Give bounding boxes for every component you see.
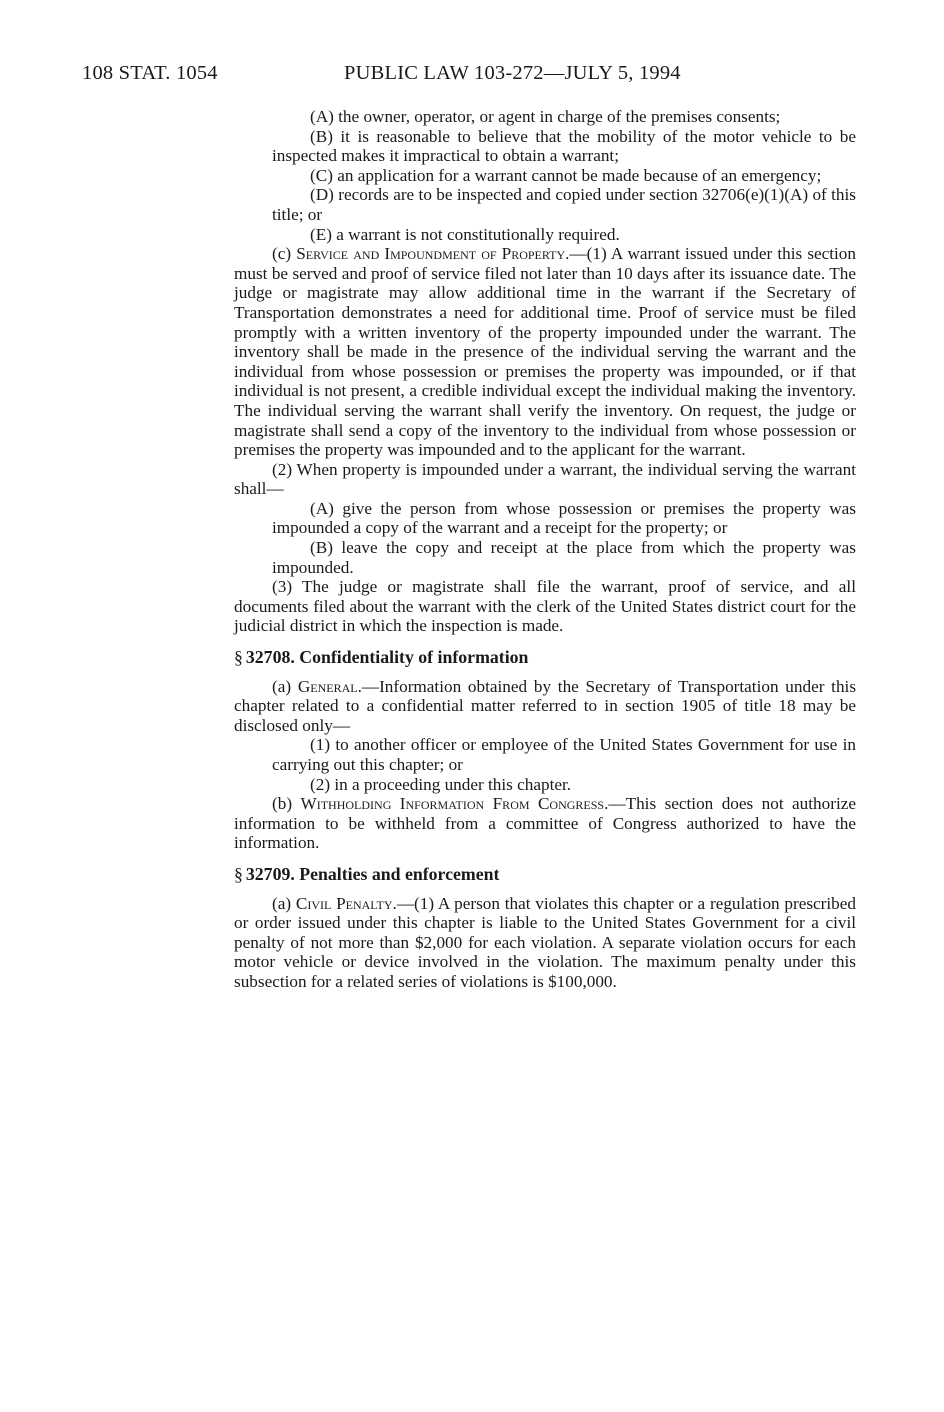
statute-citation: 108 STAT. 1054 <box>82 62 218 84</box>
subsection-32709-a-prefix: (a) <box>272 893 296 913</box>
subsection-32708-b-prefix: (b) <box>272 794 301 814</box>
page-header <box>82 62 862 92</box>
subsection-32707-c-text: .—(1) A warrant issued under this section must be served and proof of service filed not later than 10 days after its issuance date. The judge or magistrate may allow additional time in the warrant if the Secretary of Transportation demonstrates a need for additional time. Proof of service must be filed promptly with a written inventory of the property impounded under the warrant. The inventory shall be made in the presence of the individual serving the warrant and the individual from whose possession or premises the property was impounded, or if that individual is not present, a credible individual except the individual making the inventory. The individual serving the warrant shall verify the inventory. On request, the judge or magistrate shall send a copy of the inventory to the individual from whose possession or premises the property was impounded and to the applicant for the warrant. <box>234 244 856 460</box>
paragraph-32707-b-C: (C) an application for a warrant cannot be made because of an emergency; <box>310 165 822 185</box>
paragraph-32707-b-B: (B) it is reasonable to believe that the mobility of the motor vehicle to be inspected makes it impractical to obtain a warrant; <box>272 126 856 166</box>
subsection-32708-a-prefix: (a) <box>272 676 298 696</box>
subsection-32708-b-text: .—This section does not authorize information to be withheld from a committee of Congress authorized to have the information. <box>234 794 856 853</box>
subsection-32708-a-heading: General <box>297 676 358 696</box>
section-symbol: § <box>234 647 243 668</box>
paragraph-32708-a-1: (1) to another officer or employee of the United States Government for use in carrying out this chapter; or <box>272 735 856 774</box>
subsection-32708-a-text: .—Information obtained by the Secretary of Transportation under this chapter related to a confidential matter referred to in section 1905 of title 18 may be disclosed only— <box>234 676 857 735</box>
subsection-32709-a-heading: Civil Penalty <box>295 893 393 913</box>
subsection-32709-a <box>234 894 856 992</box>
subsection-32708-a <box>234 677 856 736</box>
paragraph-32707-b-A: (A) the owner, operator, or agent in charge of the premises consents; <box>310 107 781 126</box>
section-heading-32708 <box>234 648 856 668</box>
paragraph-32707-b-D: (D) records are to be inspected and copied under section 32706(e)(1)(A) of this title; or <box>272 185 856 224</box>
subsection-32708-b-heading: Withholding Information From Congress <box>300 794 605 814</box>
paragraph-32707-c-2-B: (B) leave the copy and receipt at the place from which the property was impounded. <box>272 538 856 577</box>
subsection-32708-b <box>234 794 856 853</box>
paragraph-32707-b-E: (E) a warrant is not constitutionally required. <box>310 224 620 244</box>
section-heading-32709-text: 32709. Penalties and enforcement <box>245 863 500 884</box>
document-body <box>234 107 856 992</box>
paragraph-32707-c-3: (3) The judge or magistrate shall file the warrant, proof of service, and all documents filed about the warrant with the clerk of the United States district court for the judicial district in which the inspection is made. <box>234 577 856 636</box>
subsection-32707-c-prefix: (c) <box>272 244 297 264</box>
subsection-32707-c-heading: Service and Impoundment of Property <box>296 244 566 264</box>
subsection-32707-c <box>234 244 856 460</box>
paragraph-32707-c-2: (2) When property is impounded under a warrant, the individual serving the warrant shall— <box>234 459 856 499</box>
section-symbol: § <box>234 863 243 884</box>
subsection-32709-a-text: .—(1) A person that violates this chapter or a regulation prescribed or order issued under this chapter is liable to the United States Government for a civil penalty of not more than $2,000 for each violation. A separate violation occurs for each motor vehicle or device involved in the violation. The maximum penalty under this subsection for a related series of violations is $100,000. <box>234 893 856 991</box>
paragraph-32708-a-2: (2) in a proceeding under this chapter. <box>310 774 572 794</box>
section-heading-32709 <box>234 865 856 885</box>
section-heading-32708-text: 32708. Confidentiality of information <box>245 647 529 668</box>
running-title: PUBLIC LAW 103-272—JULY 5, 1994 <box>344 62 681 84</box>
paragraph-32707-c-2-A: (A) give the person from whose possession or premises the property was impounded a copy of the warrant and a receipt for the property; or <box>272 498 856 538</box>
